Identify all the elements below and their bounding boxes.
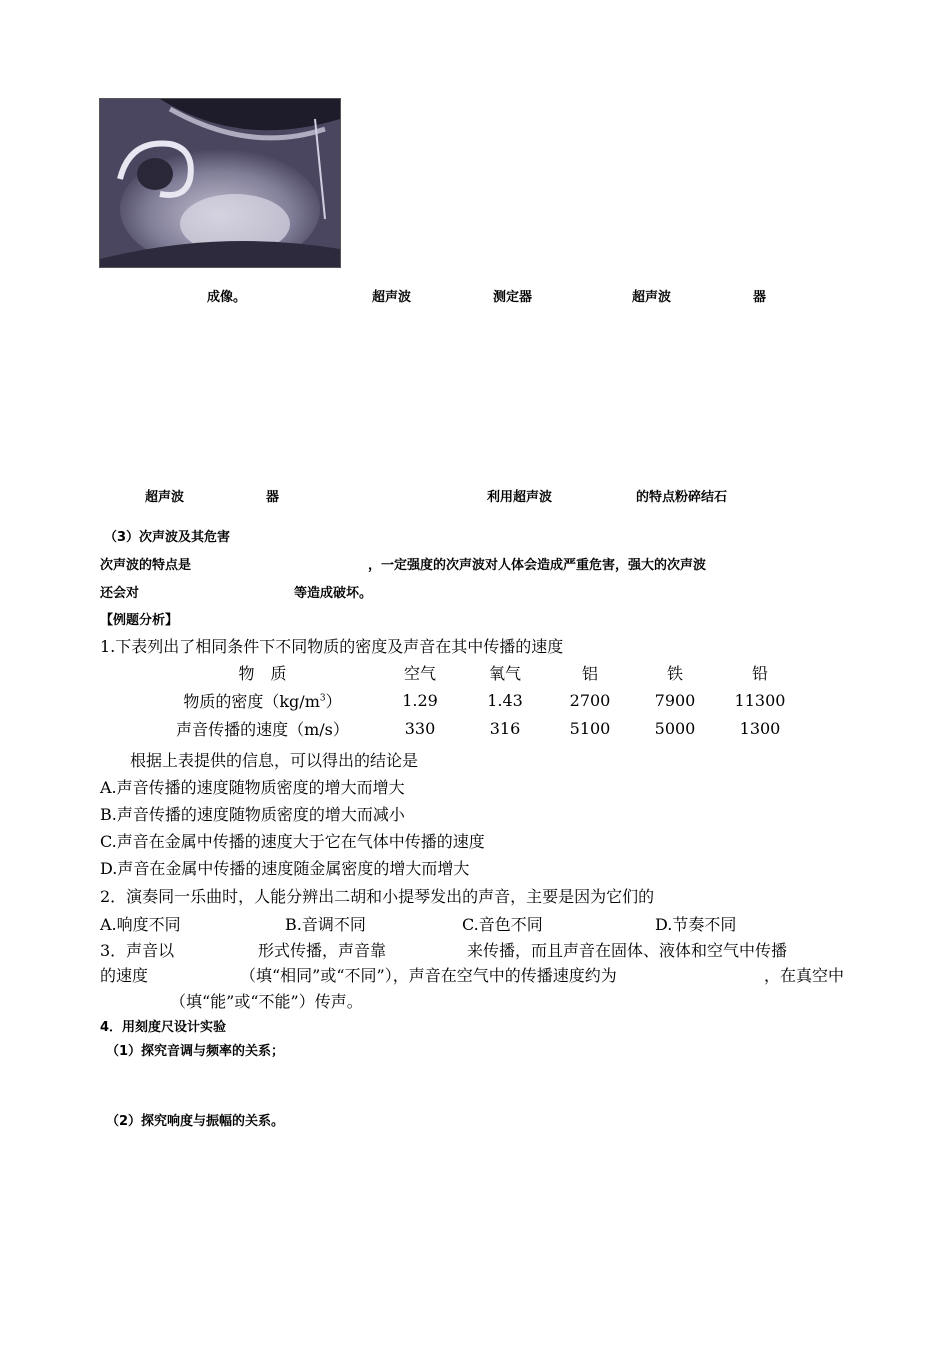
caption-device-1: 器 — [753, 290, 767, 305]
q2-option-c: C.音色不同 — [462, 915, 543, 934]
table-header-cell: 铁 — [666, 663, 683, 683]
q1-option-d: D.声音在金属中传播的速度随金属密度的增大而增大 — [100, 859, 470, 878]
q4-part2: （2）探究响度与振幅的关系。 — [106, 1114, 285, 1129]
q1-option-a: A.声音传播的速度随物质密度的增大而增大 — [100, 778, 405, 797]
table-header-cell: 铅 — [751, 663, 768, 683]
section3-line1-end: ，一定强度的次声波对人体会造成严重危害，强大的次声波 — [368, 558, 707, 573]
table-cell: 316 — [489, 718, 521, 738]
row-label-text: 物质的密度（kg/m — [183, 691, 320, 711]
section3-line2-end: 等造成破坏。 — [294, 586, 373, 601]
table-header-cell: 空气 — [403, 663, 436, 683]
q1-option-b: B.声音传播的速度随物质密度的增大而减小 — [100, 805, 405, 824]
row-label-end: ） — [325, 691, 342, 711]
caption-device-2: 器 — [266, 490, 280, 505]
q1-prompt: 根据上表提供的信息，可以得出的结论是 — [130, 751, 419, 770]
ultrasound-picture — [100, 99, 340, 267]
ultrasound-image — [99, 98, 341, 268]
table-cell: 11300 — [734, 690, 786, 710]
table-row-label — [150, 686, 375, 714]
table-cell: 5000 — [654, 718, 696, 738]
section3-line1-start: 次声波的特点是 — [100, 558, 192, 573]
q1-option-c: C.声音在金属中传播的速度大于它在气体中传播的速度 — [100, 832, 485, 851]
density-speed-table — [150, 658, 805, 742]
caption-detector: 测定器 — [493, 290, 533, 305]
q4-part1: （1）探究音调与频率的关系； — [106, 1044, 285, 1059]
table-row-label: 声音传播的速度（m/s） — [176, 719, 349, 739]
table-header-cell: 物 质 — [238, 663, 287, 683]
table-row — [150, 714, 805, 742]
table-header-cell: 氧气 — [488, 663, 521, 683]
q3-line1-c: 来传播，而且声音在固体、液体和空气中传播 — [467, 941, 788, 960]
q3-line1-a: 3．声音以 — [100, 941, 175, 960]
table-row — [150, 686, 805, 714]
table-cell: 1.43 — [487, 690, 523, 710]
q2-option-b: B.音调不同 — [285, 915, 366, 934]
row-label-sup: 3 — [319, 693, 326, 704]
table-cell: 330 — [404, 718, 436, 738]
caption-imaging: 成像。 — [207, 290, 247, 305]
q3-line1-b: 形式传播，声音靠 — [258, 941, 387, 960]
examples-heading: 【例题分析】 — [100, 613, 179, 628]
caption-ultrasound-1: 超声波 — [372, 290, 412, 305]
q2-stem: 2．演奏同一乐曲时，人能分辨出二胡和小提琴发出的声音，主要是因为它们的 — [100, 887, 655, 906]
caption-ultrasound-2: 超声波 — [632, 290, 672, 305]
caption-use-ultrasound: 利用超声波 — [487, 490, 553, 505]
table-cell: 2700 — [569, 690, 611, 710]
section3-line2-start: 还会对 — [100, 586, 140, 601]
table-header-row — [150, 658, 805, 686]
q3-line2-c: ，在真空中 — [764, 966, 845, 985]
table-cell: 7900 — [654, 690, 696, 710]
q2-option-a: A.响度不同 — [100, 915, 181, 934]
q3-line3: （填“能”或“不能”）传声。 — [170, 992, 363, 1011]
q2-option-d: D.节奏不同 — [655, 915, 737, 934]
q3-line2-a: 的速度 — [100, 966, 149, 985]
table-cell: 5100 — [569, 718, 611, 738]
table-cell: 1300 — [739, 718, 781, 738]
q4-stem: 4．用刻度尺设计实验 — [100, 1020, 227, 1035]
q3-line2-b: （填“相同”或“不同”），声音在空气中的传播速度约为 — [240, 966, 617, 985]
q1-stem: 1.下表列出了相同条件下不同物质的密度及声音在其中传播的速度 — [100, 637, 564, 656]
table-cell: 1.29 — [402, 690, 438, 710]
table-header-cell: 铝 — [581, 663, 598, 683]
caption-ultrasound-3: 超声波 — [145, 490, 185, 505]
caption-crush-stones: 的特点粉碎结石 — [636, 490, 728, 505]
section3-heading: （3）次声波及其危害 — [104, 530, 231, 545]
